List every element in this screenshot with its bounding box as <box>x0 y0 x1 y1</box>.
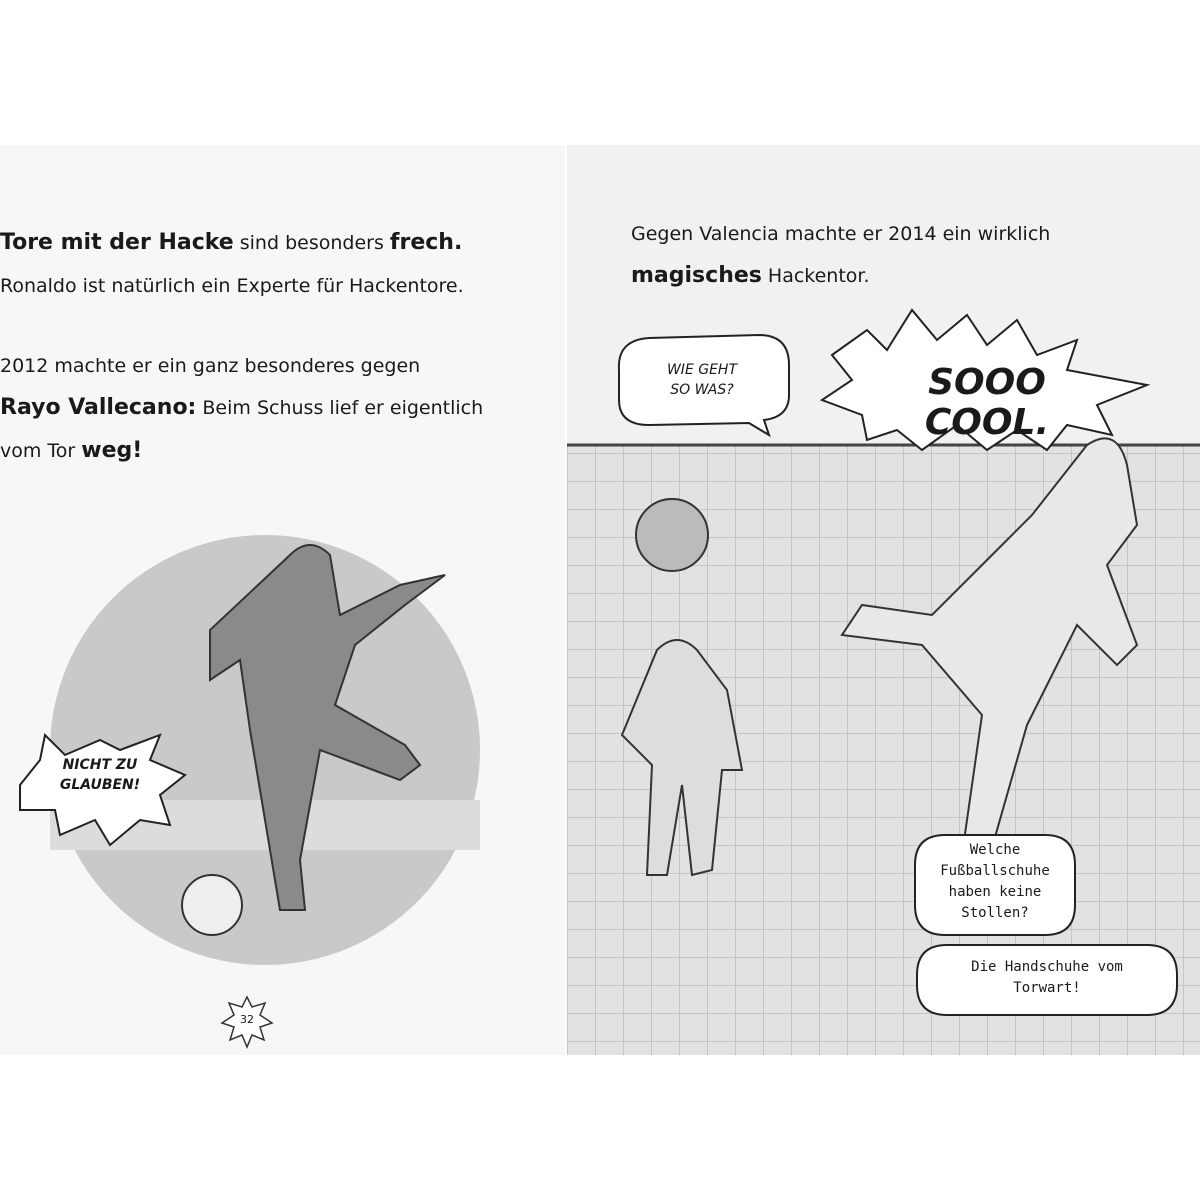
right-page <box>567 145 1200 1055</box>
text-line-4: Rayo Vallecano: Beim Schuss lief er eigentlich <box>0 395 484 420</box>
text-line-1: Gegen Valencia machte er 2014 ein wirklich <box>631 223 1051 245</box>
left-page <box>0 145 565 1055</box>
bubble-wie-text: WIE GEHT SO WAS? <box>666 362 738 398</box>
text-line-1: Tore mit der Hacke sind besonders frech. <box>0 230 463 255</box>
text-line-2: magisches Hackentor. <box>631 263 870 288</box>
burst-text: NICHT ZU GLAUBEN! <box>59 757 141 793</box>
page-number: 32 <box>240 1013 254 1026</box>
ball-icon <box>182 875 242 935</box>
text-line-2: Ronaldo ist natürlich ein Experte für Hackentore. <box>0 275 464 297</box>
text-line-5: vom Tor weg! <box>0 438 143 463</box>
burst-cool-text: SOOO COOL. <box>924 362 1050 443</box>
ball-icon <box>636 499 708 571</box>
text-line-3: 2012 machte er ein ganz besonderes gegen <box>0 355 421 377</box>
joke-answer: Die Handschuhe vom Torwart! <box>971 959 1123 996</box>
joke-question: Welche Fußballschuhe haben keine Stollen? <box>940 842 1050 921</box>
